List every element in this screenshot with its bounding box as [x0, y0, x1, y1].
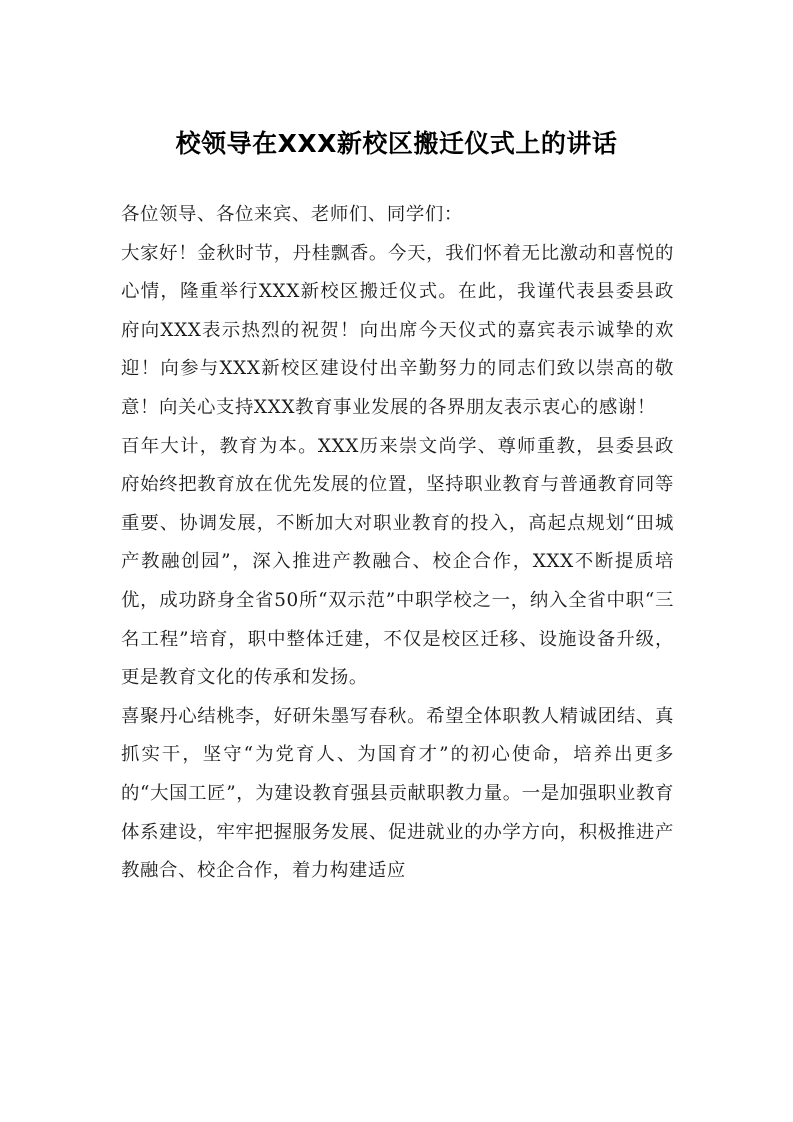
- paragraph-salutation: 各位领导、各位来宾、老师们、同学们：: [121, 204, 463, 225]
- document-title: 校领导在XXX新校区搬迁仪式上的讲话: [175, 129, 618, 158]
- paragraph-greeting: 大家好！金秋时节，丹桂飘香。今天，我们怀着无比激动和喜悦的心情，隆重举行XXX新校区搬迁仪式。在此，我谨代表县委县政府向XXX表示热烈的祝贺！向出席今天仪式的嘉宾表示诚挚的欢迎！向参与XXX新校区建设付出辛勤努力的同志们致以崇高的敬意！向关心支持XXX教育事业发展的各界朋友表示衷心的感谢！: [121, 242, 674, 418]
- paragraph-education: 百年大计，教育为本。XXX历来崇文尚学、尊师重教，县委县政府始终把教育放在优先发展的位置，坚持职业教育与普通教育同等重要、协调发展，不断加大对职业教育的投入，高起点规划“田城产教融创园”，深入推进产教融合、校企合作，XXX不断提质培优，成功跻身全省50所“双示范”中职学校之一，纳入全省中职“三名工程”培育，职中整体迁建，不仅是校区迁移、设施设备升级，更是教育文化的传承和发扬。: [121, 435, 674, 689]
- paragraph-hopes: 喜聚丹心结桃李，好研朱墨写春秋。希望全体职教人精诚团结、真抓实干，坚守“为党育人、为国育才”的初心使命，培养出更多的“大国工匠”，为建设教育强县贡献职教力量。一是加强职业教育体系建设，牢牢把握服务发展、促进就业的办学方向，积极推进产教融合、校企合作，着力构建适应: [121, 705, 674, 882]
- document-body: [121, 196, 674, 891]
